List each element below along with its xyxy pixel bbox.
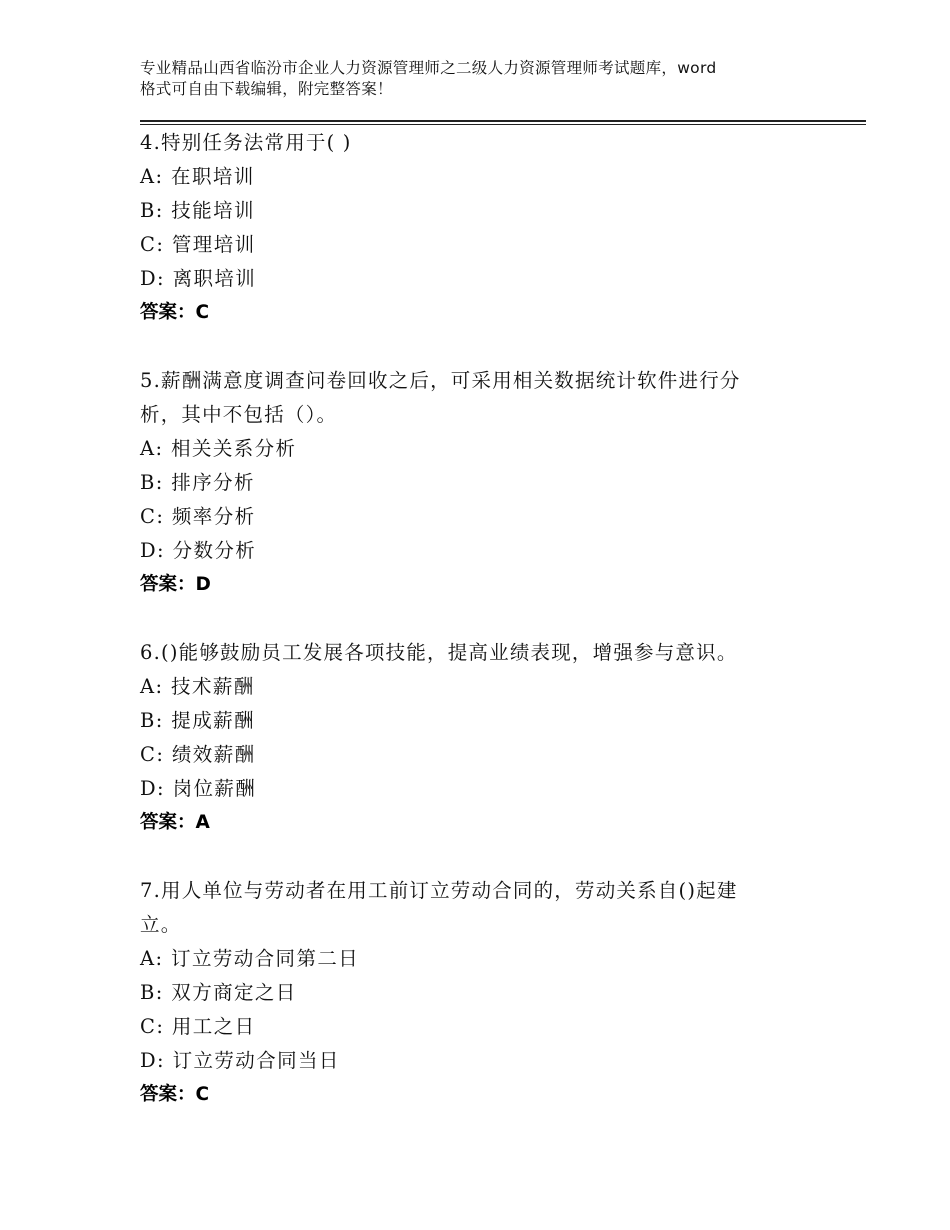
option-d: D: 岗位薪酬 (140, 777, 257, 800)
option-c: C: 管理培训 (140, 233, 256, 256)
question-6 (140, 636, 830, 840)
answer: 答案：C (140, 302, 210, 323)
option-a: A: 订立劳动合同第二日 (140, 947, 360, 970)
question-text-line-2: 立。 (140, 913, 182, 936)
question-text: 4.特别任务法常用于( ) (140, 131, 352, 154)
option-d: D: 离职培训 (140, 267, 257, 290)
answer: 答案：D (140, 574, 211, 595)
option-a: A: 技术薪酬 (140, 675, 255, 698)
option-c: C: 频率分析 (140, 505, 256, 528)
spacer (140, 330, 830, 364)
header-divider (140, 120, 866, 122)
question-list (140, 126, 830, 1112)
answer: 答案：A (140, 812, 210, 833)
question-text-line-2: 析，其中不包括（）。 (140, 403, 338, 426)
header-divider-thin (140, 124, 866, 125)
question-text: 6.()能够鼓励员工发展各项技能，提高业绩表现，增强参与意识。 (140, 641, 738, 664)
question-4 (140, 126, 830, 330)
document-header (140, 58, 840, 100)
option-d: D: 分数分析 (140, 539, 257, 562)
option-b: B: 提成薪酬 (140, 709, 255, 732)
question-5 (140, 364, 830, 602)
option-a: A: 相关关系分析 (140, 437, 297, 460)
option-a: A: 在职培训 (140, 165, 255, 188)
question-text-line-1: 5.薪酬满意度调查问卷回收之后，可采用相关数据统计软件进行分 (140, 369, 741, 392)
spacer (140, 602, 830, 636)
option-d: D: 订立劳动合同当日 (140, 1049, 340, 1072)
option-b: B: 技能培训 (140, 199, 255, 222)
option-c: C: 绩效薪酬 (140, 743, 256, 766)
option-b: B: 双方商定之日 (140, 981, 297, 1004)
question-text-line-1: 7.用人单位与劳动者在用工前订立劳动合同的，劳动关系自()起建 (140, 879, 738, 902)
question-7 (140, 874, 830, 1112)
answer: 答案：C (140, 1084, 210, 1105)
option-b: B: 排序分析 (140, 471, 255, 494)
header-line-2: 格式可自由下载编辑，附完整答案！ (140, 80, 393, 98)
option-c: C: 用工之日 (140, 1015, 256, 1038)
spacer (140, 840, 830, 874)
header-line-1: 专业精品山西省临汾市企业人力资源管理师之二级人力资源管理师考试题库，word (140, 59, 717, 77)
